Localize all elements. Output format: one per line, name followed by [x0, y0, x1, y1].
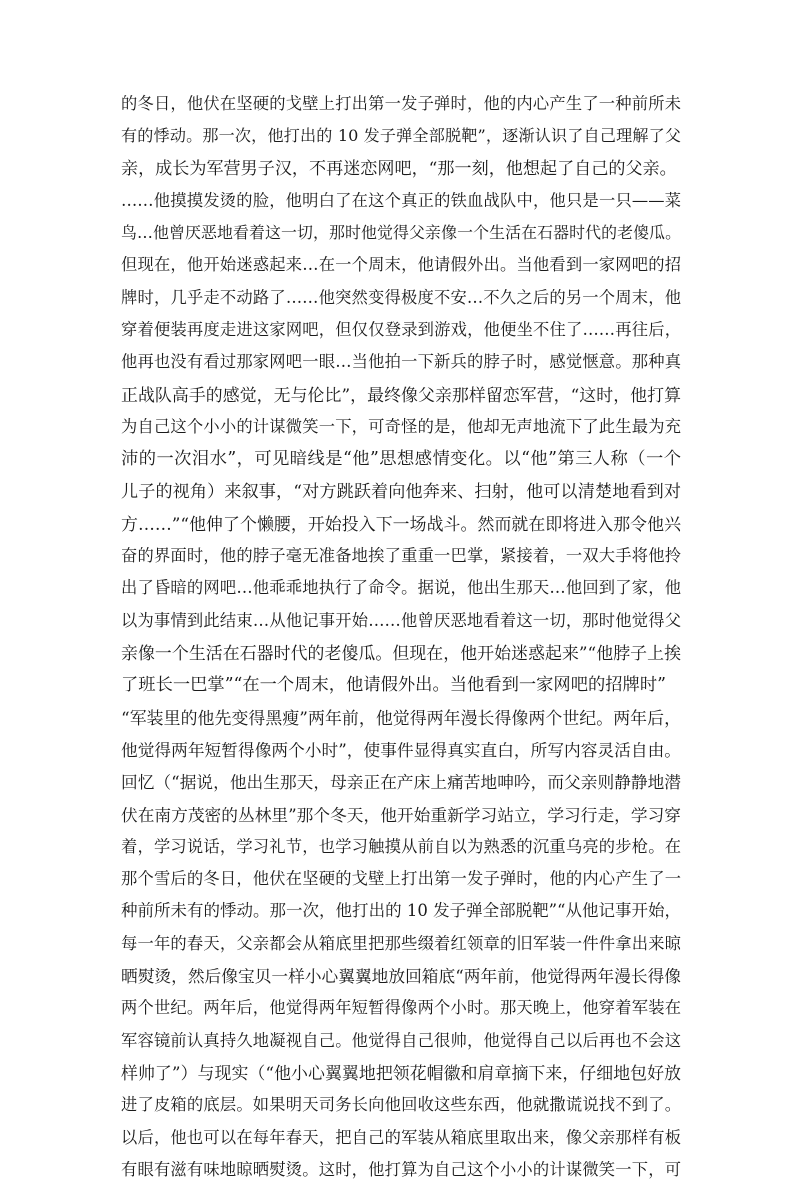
text-line: 沛的一次泪水”，可见暗线是“他”思想感情变化。以“他”第三人称（一个 [121, 449, 681, 470]
text-line: 穿着便装再度走进这家网吧，但仅仅登录到游戏，他便坐不住了……再往后， [121, 320, 681, 340]
text-line: 回忆（“据说，他出生那天，母亲正在产床上痛苦地呻吟，而父亲则静静地潜 [121, 772, 681, 793]
text-line: 亲，成长为军营男子汉，不再迷恋网吧，“那一刻，他想起了自己的父亲。 [121, 158, 677, 179]
body-text [121, 88, 681, 1186]
text-line: ……他摸摸发烫的脸，他明白了在这个真正的铁血战队中，他只是一只——菜 [121, 190, 681, 210]
text-line: 鸟…他曾厌恶地看着这一切，那时他觉得父亲像一个生活在石器时代的老傻瓜。 [121, 223, 681, 243]
text-line: 出了昏暗的网吧…他乖乖地执行了命令。据说，他出生那天…他回到了家，他 [121, 578, 681, 598]
text-line: 那个雪后的冬日，他伏在坚硬的戈壁上打出第一发子弹时，他的内心产生了一 [121, 869, 681, 889]
text-line: 以后，他也可以在每年春天，把自己的军装从箱底里取出来，像父亲那样有板 [121, 1127, 681, 1147]
text-line: 有眼有滋有味地晾晒熨烫。这时，他打算为自己这个小小的计谋微笑一下，可 [121, 1159, 681, 1179]
text-line: 军容镜前认真持久地凝视自己。他觉得自己很帅，他觉得自己以后再也不会这 [121, 1030, 681, 1050]
text-line: 他再也没有看过那家网吧一眼…当他拍一下新兵的脖子时，感觉惬意。那种真 [121, 352, 681, 372]
text-line: 了班长一巴掌”“在一个周末，他请假外出。当他看到一家网吧的招牌时” [121, 675, 666, 696]
text-line: 样帅了”）与现实（“他小心翼翼地把领花帽徽和肩章摘下来，仔细地包好放 [121, 1062, 681, 1083]
text-line: 牌时，几乎走不动路了……他突然变得极度不安…不久之后的另一个周末，他 [121, 287, 681, 307]
text-line: 他觉得两年短暂得像两个小时”，使事件显得真实直白，所写内容灵活自由。 [121, 739, 681, 760]
text-line: 进了皮箱的底层。如果明天司务长向他回收这些东西，他就撒谎说找不到了。 [121, 1095, 681, 1115]
text-line: 的冬日，他伏在坚硬的戈壁上打出第一发子弹时，他的内心产生了一种前所未 [121, 94, 681, 113]
text-line: 亲像一个生活在石器时代的老傻瓜。但现在，他开始迷惑起来”“他脖子上挨 [121, 643, 681, 664]
text-line: 儿子的视角）来叙事，“对方跳跃着向他奔来、扫射，他可以清楚地看到对 [121, 481, 681, 502]
text-line: 为自己这个小小的计谋微笑一下，可奇怪的是，他却无声地流下了此生最为充 [121, 416, 681, 436]
text-line: 着，学习说话，学习礼节，也学习触摸从前自以为熟悉的沉重乌亮的步枪。在 [121, 836, 681, 856]
text-line: 两个世纪。两年后，他觉得两年短暂得像两个小时。那天晚上，他穿着军装在 [121, 998, 681, 1018]
text-line: 奋的界面时，他的脖子毫无准备地挨了重重一巴掌，紧接着，一双大手将他拎 [121, 546, 681, 566]
text-line: 有的悸动。那一次，他打出的 10 发子弹全部脱靶”，逐渐认识了自己理解了父 [121, 126, 681, 146]
text-line: 正战队高手的感觉，无与伦比”，最终像父亲那样留恋军营，“这时，他打算 [121, 384, 681, 405]
text-line: 但现在，他开始迷惑起来…在一个周末，他请假外出。当他看到一家网吧的招 [121, 255, 681, 275]
text-line: 以为事情到此结束…从他记事开始……他曾厌恶地看着这一切，那时他觉得父 [121, 610, 681, 630]
text-line: 每一年的春天，父亲都会从箱底里把那些缀着红领章的旧军装一件件拿出来晾 [121, 933, 681, 953]
text-line: 方……”“他伸了个懒腰，开始投入下一场战斗。然而就在即将进入那令他兴 [121, 513, 681, 534]
text-line: 伏在南方茂密的丛林里”那个冬天，他开始重新学习站立，学习行走，学习穿 [121, 804, 681, 825]
text-line: “军装里的他先变得黑瘦”两年前，他觉得两年漫长得像两个世纪。两年后， [121, 707, 681, 728]
text-line: 晒熨烫，然后像宝贝一样小心翼翼地放回箱底“两年前，他觉得两年漫长得像 [121, 966, 681, 987]
text-line: 种前所未有的悸动。那一次，他打出的 10 发子弹全部脱靶”“从他记事开始， [121, 901, 681, 921]
